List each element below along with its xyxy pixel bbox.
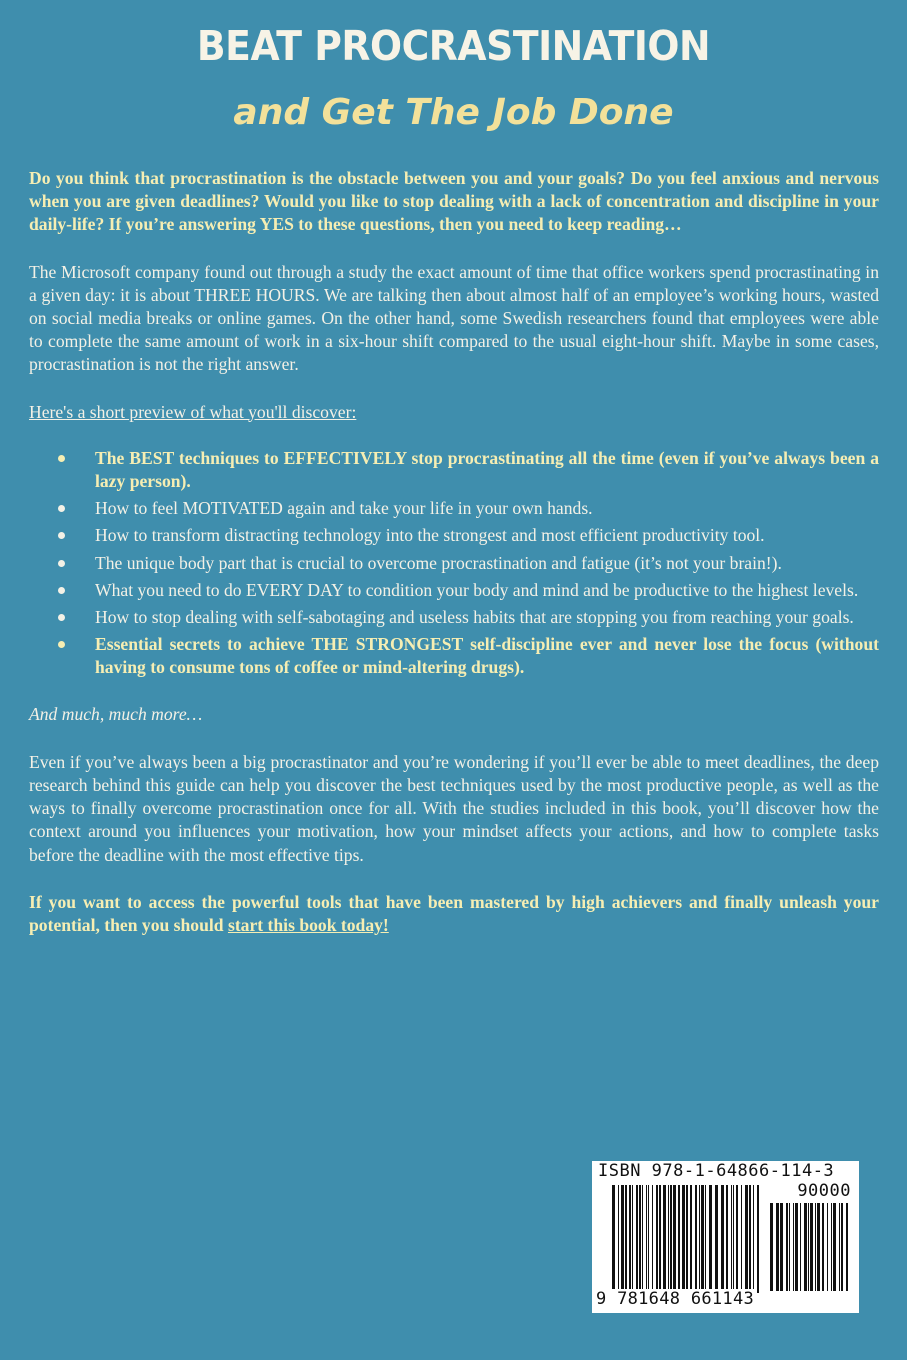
- bullet-item: How to transform distracting technology into the strongest and most efficient productivity tool.: [29, 524, 879, 547]
- bullet-item: How to stop dealing with self-sabotaging and useless habits that are stopping you from reaching your goals.: [29, 606, 879, 629]
- body-paragraph-2: Even if you’ve always been a big procrastinator and you’re wondering if you’ll ever be able to meet deadlines, the deep research behind this guide can help you discover the best techniques used by the most productive people, as well as the ways to finally overcome procrastination once for all. With the studies included in this book, you’ll discover how the context around you influences your motivation, how your mindset affects your actions, and how to complete tasks before the deadline with the most effective tips.: [29, 751, 879, 865]
- body-paragraph-1: The Microsoft company found out through a study the exact amount of time that office workers spend procrastinating in a given day: it is about THREE HOURS. We are talking then about almost half of an employee’s working hours, wasted on social media breaks or online games. On the other hand, some Swedish researchers found that employees were able to complete the same amount of work in a six-hour shift compared to the usual eight-hour shift. Maybe in some cases, procrastination is not the right answer.: [29, 261, 879, 375]
- intro-paragraph: Do you think that procrastination is the obstacle between you and your goals? Do you feel anxious and nervous when you are given deadlines? Would you like to stop dealing with a lack of concentration and discipline in your daily-life? If you’re answering YES to these questions, then you need to keep reading…: [29, 168, 879, 235]
- and-much-more: And much, much more…: [29, 703, 203, 724]
- bullet-list: [29, 447, 879, 680]
- bullet-item: What you need to do EVERY DAY to condition your body and mind and be productive to the highest levels.: [29, 579, 879, 602]
- cta-link: start this book today!: [227, 915, 389, 936]
- back-cover-text: [29, 167, 879, 937]
- price-code: 90000: [797, 1181, 851, 1201]
- bullet-item: The unique body part that is crucial to overcome procrastination and fatigue (it’s not your brain!).: [29, 552, 879, 575]
- book-title: BEAT PROCRASTINATION: [196, 22, 711, 70]
- barcode-number: 9 781648 661143: [596, 1289, 755, 1309]
- addon-barcode-bars-icon: [770, 1203, 848, 1291]
- isbn-barcode: [592, 1161, 859, 1313]
- bullet-item: Essential secrets to achieve THE STRONGEST self-discipline ever and never lose the focus (without having to consume tons of coffee or mind-altering drugs).: [29, 633, 879, 679]
- isbn-label: ISBN 978-1-64866-114-3: [598, 1161, 835, 1181]
- book-subtitle: and Get The Job Done: [233, 92, 674, 133]
- preview-heading: Here's a short preview of what you'll discover:: [29, 401, 357, 422]
- barcode-bars-icon: [612, 1185, 762, 1293]
- call-to-action: [29, 891, 879, 937]
- cta-text: If you want to access the powerful tools that have been mastered by high achievers and finally unleash your potential, then you should: [29, 891, 879, 936]
- bullet-item: How to feel MOTIVATED again and take your life in your own hands.: [29, 497, 879, 520]
- bullet-item: The BEST techniques to EFFECTIVELY stop procrastinating all the time (even if you’ve always been a lazy person).: [29, 447, 879, 493]
